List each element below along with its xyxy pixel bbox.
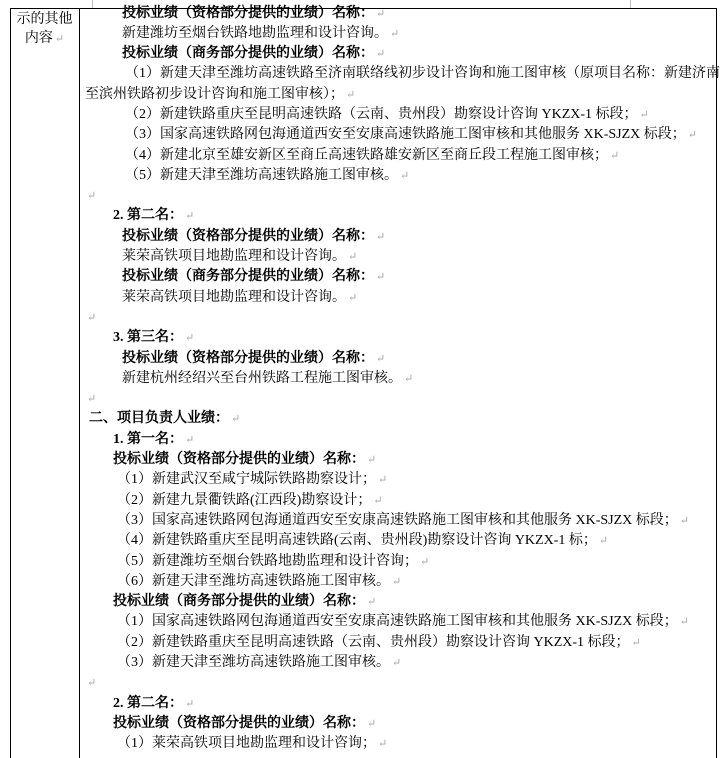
line-text: （1）莱荣高铁项目地勘监理和设计咨询； bbox=[117, 736, 376, 752]
paragraph-mark: ↵ bbox=[378, 738, 388, 751]
paragraph-mark: ↵ bbox=[87, 190, 97, 203]
table-cell-row-label[interactable] bbox=[10, 8, 79, 758]
content-line bbox=[117, 633, 718, 653]
content-line bbox=[113, 206, 718, 226]
content-line bbox=[117, 470, 718, 490]
line-text: 二、项目负责人业绩： bbox=[89, 411, 229, 427]
paragraph-mark: ↵ bbox=[598, 535, 609, 548]
line-text: （5）新建潍坊至烟台铁路地勘监理和设计咨询； bbox=[117, 553, 418, 569]
content-line bbox=[117, 552, 718, 572]
content-line bbox=[117, 612, 718, 632]
row-label-line bbox=[10, 29, 79, 50]
line-text: （5）新建天津至潍坊高速铁路施工图审核。 bbox=[125, 167, 398, 183]
line-text: 投标业绩（资格部分提供的业绩）名称： bbox=[122, 350, 374, 366]
content-line bbox=[113, 714, 718, 734]
line-text: 投标业绩（资格部分提供的业绩）名称： bbox=[122, 5, 374, 21]
paragraph-mark: ↵ bbox=[348, 251, 358, 264]
line-text: （2）新建铁路重庆至昆明高速铁路（云南、贵州段）勘察设计咨询 YKZX-1 标段； bbox=[125, 106, 638, 122]
paragraph-mark: ↵ bbox=[390, 27, 400, 40]
line-text: （1）国家高速铁路网包海通道西安至安康高速铁路施工图审核和其他服务 XK-SJZX 标段； bbox=[117, 614, 678, 630]
paragraph-mark: ↵ bbox=[87, 393, 97, 406]
content-line bbox=[117, 491, 718, 511]
line-text: （6）新建天津至潍坊高速铁路施工图审核。 bbox=[117, 573, 390, 589]
content-line bbox=[122, 44, 718, 64]
paragraph-mark: ↵ bbox=[367, 596, 377, 609]
line-text: 投标业绩（资格部分提供的业绩）名称： bbox=[113, 452, 365, 468]
paragraph-mark: ↵ bbox=[376, 271, 386, 284]
row-label-text: 内容 bbox=[24, 31, 53, 46]
paragraph-mark: ↵ bbox=[679, 616, 689, 629]
line-text: 1. 第一名： bbox=[113, 431, 183, 447]
line-text: （3）国家高速铁路网包海通道西安至安康高速铁路施工图审核和其他服务 XK-SJZX 标段； bbox=[125, 127, 686, 143]
content-line bbox=[117, 734, 718, 754]
table-cell-content[interactable] bbox=[85, 4, 718, 758]
paragraph-mark: ↵ bbox=[87, 677, 97, 690]
content-line bbox=[85, 673, 718, 693]
content-line bbox=[113, 694, 718, 714]
paragraph-mark: ↵ bbox=[679, 514, 689, 527]
paragraph-mark: ↵ bbox=[231, 413, 241, 426]
line-text: 至滨州铁路初步设计咨询和施工图审核）； bbox=[85, 86, 344, 102]
line-text: 新建杭州经绍兴至台州铁路工程施工图审核。 bbox=[122, 370, 402, 386]
paragraph-mark: ↵ bbox=[367, 717, 377, 730]
line-text: 莱荣高铁项目地勘监理和设计咨询。 bbox=[122, 249, 346, 265]
paragraph-mark: ↵ bbox=[376, 48, 386, 61]
line-text: （1）新建武汉至咸宁城际铁路勘察设计； bbox=[117, 472, 376, 488]
line-text: （4）新建北京至雄安新区至商丘高速铁路雄安新区至商丘段工程施工图审核； bbox=[125, 147, 608, 163]
content-line bbox=[113, 328, 718, 348]
content-line bbox=[122, 267, 718, 287]
table-column-divider bbox=[79, 9, 80, 758]
paragraph-mark: ↵ bbox=[631, 636, 641, 649]
paragraph-mark: ↵ bbox=[376, 7, 386, 20]
content-line bbox=[122, 349, 718, 369]
paragraph-mark: ↵ bbox=[87, 311, 97, 324]
content-line bbox=[113, 430, 718, 450]
line-text: （2）新建铁路重庆至昆明高速铁路（云南、贵州段）勘察设计咨询 YKZX-1 标段； bbox=[117, 634, 630, 650]
line-text: （4）新建铁路重庆至昆明高速铁路(云南、贵州段)勘察设计咨询 YKZX-1 标； bbox=[117, 533, 597, 549]
paragraph-mark: ↵ bbox=[376, 352, 386, 365]
content-line bbox=[89, 409, 718, 429]
content-line bbox=[125, 125, 718, 145]
content-line bbox=[125, 64, 718, 84]
paragraph-mark: ↵ bbox=[400, 169, 410, 182]
content-line bbox=[122, 227, 718, 247]
line-text: 投标业绩（商务部分提供的业绩）名称： bbox=[122, 269, 374, 285]
content-line bbox=[117, 572, 718, 592]
paragraph-mark: ↵ bbox=[392, 575, 402, 588]
content-line bbox=[85, 389, 718, 409]
line-text: 新建潍坊至烟台铁路地勘监理和设计咨询。 bbox=[122, 25, 388, 41]
paragraph-mark: ↵ bbox=[420, 555, 430, 568]
content-line bbox=[113, 592, 718, 612]
content-line bbox=[113, 450, 718, 470]
line-text: （3）新建天津至潍坊高速铁路施工图审核。 bbox=[117, 655, 390, 670]
content-line bbox=[117, 511, 718, 531]
paragraph-mark: ↵ bbox=[367, 454, 377, 467]
paragraph-mark: ↵ bbox=[404, 372, 414, 385]
line-text: 莱荣高铁项目地勘监理和设计咨询。 bbox=[122, 289, 346, 305]
paragraph-mark: ↵ bbox=[639, 108, 649, 121]
paragraph-mark: ↵ bbox=[373, 494, 383, 507]
content-line bbox=[122, 4, 718, 24]
content-lines bbox=[85, 4, 718, 755]
paragraph-mark: ↵ bbox=[392, 657, 402, 669]
content-line bbox=[117, 531, 718, 551]
content-line bbox=[122, 247, 718, 267]
paragraph-mark: ↵ bbox=[610, 149, 620, 162]
paragraph-mark: ↵ bbox=[54, 33, 65, 45]
content-line bbox=[122, 24, 718, 44]
line-text: （2）新建九景衢铁路(江西段)勘察设计； bbox=[117, 492, 372, 508]
paragraph-mark: ↵ bbox=[185, 332, 195, 345]
paragraph-mark: ↵ bbox=[378, 474, 388, 487]
line-text: 3. 第三名： bbox=[113, 330, 183, 346]
paragraph-mark: ↵ bbox=[376, 230, 386, 243]
paragraph-mark: ↵ bbox=[185, 210, 195, 223]
line-text: 投标业绩（商务部分提供的业绩）名称： bbox=[122, 46, 374, 62]
content-line bbox=[117, 653, 718, 673]
content-line bbox=[85, 308, 718, 328]
paragraph-mark: ↵ bbox=[346, 88, 356, 101]
paragraph-mark: ↵ bbox=[185, 433, 195, 446]
line-text: 投标业绩（资格部分提供的业绩）名称： bbox=[122, 228, 374, 244]
line-text: 2. 第二名： bbox=[113, 208, 183, 224]
line-text: （3）国家高速铁路网包海通道西安至安康高速铁路施工图审核和其他服务 XK-SJZX 标段； bbox=[117, 512, 678, 528]
content-line bbox=[85, 186, 718, 206]
content-line bbox=[125, 166, 718, 186]
content-line bbox=[122, 288, 718, 308]
line-text: 投标业绩（商务部分提供的业绩）名称： bbox=[113, 594, 365, 610]
row-label-line: 示的其他 bbox=[16, 11, 73, 27]
content-line bbox=[85, 85, 718, 105]
line-text: （1）新建天津至潍坊高速铁路至济南联络线初步设计咨询和施工图审核（原项目名称：新建济南 bbox=[125, 66, 720, 82]
paragraph-mark: ↵ bbox=[185, 697, 195, 710]
content-line bbox=[125, 146, 718, 166]
content-line bbox=[125, 105, 718, 125]
line-text: 投标业绩（资格部分提供的业绩）名称： bbox=[113, 715, 365, 731]
paragraph-mark: ↵ bbox=[687, 129, 697, 142]
line-text: 2. 第二名： bbox=[113, 695, 183, 711]
content-line bbox=[122, 369, 718, 389]
paragraph-mark: ↵ bbox=[348, 291, 358, 304]
